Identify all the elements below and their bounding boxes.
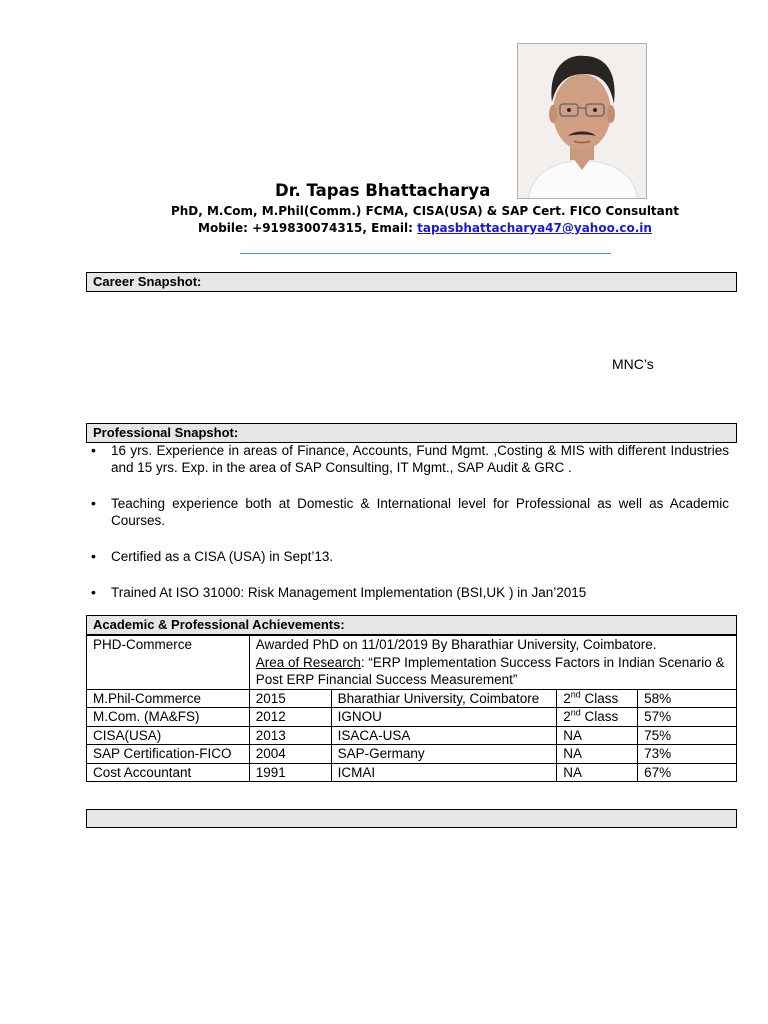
achievements-table [86,635,737,782]
empty-section-heading [86,809,737,828]
class-number: NA [563,746,582,761]
table-cell: 73% [638,745,737,764]
qualifications-line: PhD, M.Com, M.Phil(Comm.) FCMA, CISA(USA) & SAP Cert. FICO Consultant [170,204,680,218]
mobile-label: Mobile: +919830074315, Email: [198,221,418,235]
phd-award-text: Awarded PhD on 11/01/2019 By Bharathiar University, Coimbatore. [255,637,657,652]
research-label: Area of Research [255,654,361,670]
table-cell: SAP-Germany [331,745,557,764]
table-cell: 58% [638,689,737,708]
table-cell: CISA(USA) [87,726,250,745]
table-cell: SAP Certification-FICO [87,745,250,764]
class-suffix: nd [570,689,581,699]
header-divider [240,253,611,254]
professional-snapshot-heading: Professional Snapshot: [86,423,737,443]
phd-research-text [256,654,730,689]
class-number: NA [563,727,582,743]
table-row [87,763,737,782]
class-number: 2 [563,709,571,724]
table-cell: 67% [638,763,737,782]
table-cell [557,708,638,727]
email-link[interactable]: tapasbhattacharya47@yahoo.co.in [417,221,652,235]
table-cell: 2012 [249,708,331,727]
table-cell: 2015 [249,689,331,708]
table-cell: PHD-Commerce [87,636,250,690]
table-row [87,689,737,708]
table-cell: M.Phil-Commerce [87,689,250,708]
table-row [87,708,737,727]
class-number: 2 [563,690,571,706]
table-row [87,636,737,690]
table-cell: ISACA-USA [331,726,557,745]
phd-details-cell [249,636,736,690]
career-snapshot-text: MNC’s [612,356,654,372]
list-item: • Certified as a CISA (USA) in Sept’13. [87,548,729,565]
table-cell: 2013 [249,726,331,745]
table-row [87,726,737,745]
table-row [87,745,737,764]
table-cell [557,763,638,782]
portrait-illustration [518,44,647,199]
career-snapshot-heading: Career Snapshot: [86,272,737,292]
class-suffix: nd [570,707,581,718]
list-item: • 16 yrs. Experience in areas of Finance, Accounts, Fund Mgmt. ,Costing & MIS with different Industries and 15 yrs. Exp. in the area of SAP Consulting, IT Mgmt., SAP Audit & GRC . [87,442,729,476]
table-cell: 2004 [249,745,331,764]
table-cell: 57% [638,708,737,727]
class-text: Class [580,709,619,724]
academic-achievements-heading: Academic & Professional Achievements: [86,615,737,635]
candidate-name: Dr. Tapas Bhattacharya [275,181,491,200]
class-number: NA [563,764,582,780]
contact-line [0,221,768,235]
table-cell: 1991 [249,763,331,782]
research-text: : “ERP Implementation Success Factors in Indian Scenario & Post ERP Financial Success Measurement” [255,654,725,687]
profile-photo [517,43,647,199]
table-cell [557,726,638,745]
table-cell: ICMAI [331,763,557,782]
table-cell: IGNOU [331,708,557,727]
table-cell: Bharathiar University, Coimbatore [331,689,557,708]
table-cell: M.Com. (MA&FS) [87,708,250,727]
table-cell [557,689,638,708]
table-cell: Cost Accountant [87,763,250,782]
table-cell: 75% [638,726,737,745]
class-text: Class [580,690,619,706]
list-item: • Trained At ISO 31000: Risk Management Implementation (BSI,UK ) in Jan’2015 [87,584,729,601]
table-cell [557,745,638,764]
list-item: • Teaching experience both at Domestic & International level for Professional as well as Academic Courses. [87,495,729,529]
professional-bullet-list [87,442,729,601]
